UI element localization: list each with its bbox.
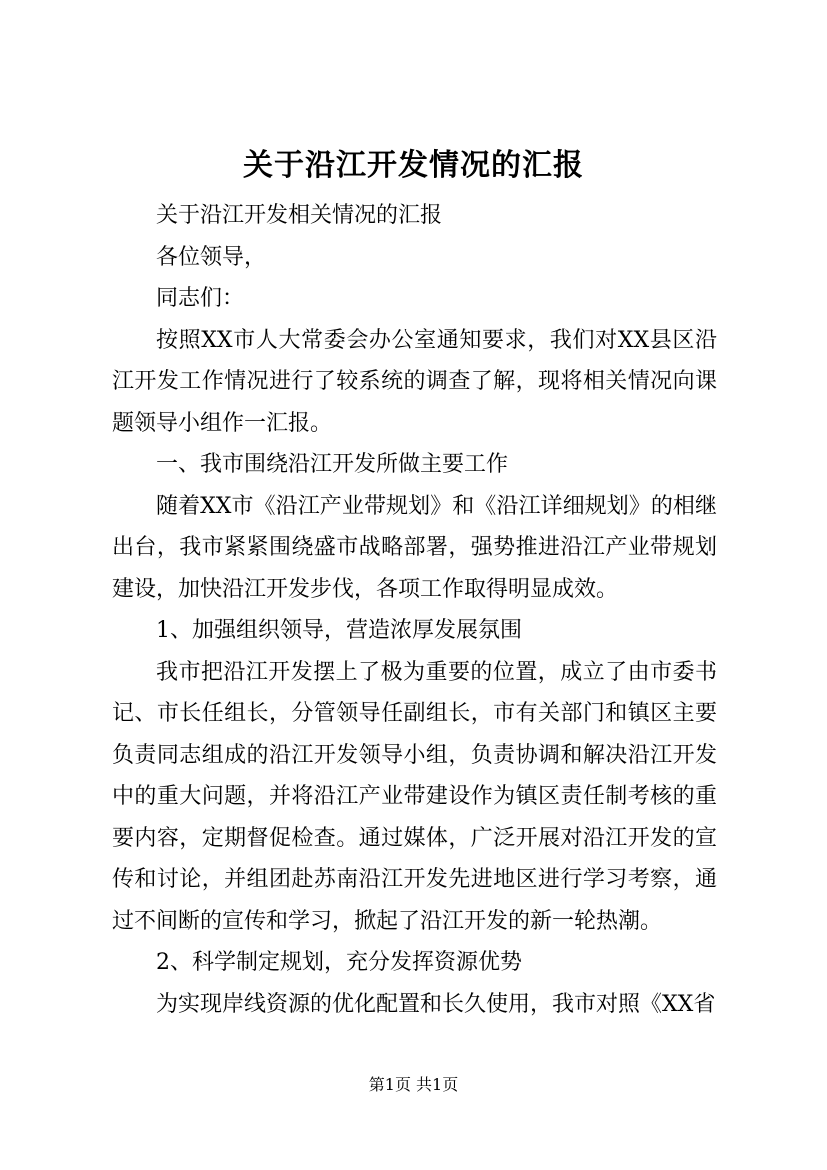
paragraph-salutation: 各位领导， — [156, 244, 267, 270]
subheading-1: 1、加强组织领导，营造浓厚发展氛围 — [156, 618, 522, 643]
paragraph-section-1: 随着XX市《沿江产业带规划》和《沿江详细规划》的相继出台，我市紧紧围绕盛市战略部署，强势推进沿江产业带规划建设，加快沿江开发步伐，各项工作取得明显成效。 — [112, 493, 717, 602]
document-body — [112, 195, 717, 1025]
paragraph-salutation-2: 同志们： — [156, 286, 245, 311]
subheading-2: 2、科学制定规划，充分发挥资源优势 — [156, 950, 522, 975]
paragraph-subtitle: 关于沿江开发相关情况的汇报 — [156, 203, 443, 228]
page-number-footer: 第1页 共1页 — [368, 1075, 459, 1094]
document-title: 关于沿江开发情况的汇报 — [243, 148, 584, 183]
paragraph-intro: 按照XX市人大常委会办公室通知要求，我们对XX县区沿江开发工作情况进行了较系统的调查了解，现将相关情况向课题领导小组作一汇报。 — [112, 327, 717, 436]
paragraph-subsection-2: 为实现岸线资源的优化配置和长久使用，我市对照《XX省 — [156, 991, 716, 1017]
section-heading-1: 一、我市围绕沿江开发所做主要工作 — [156, 452, 509, 477]
paragraph-subsection-1: 我市把沿江开发摆上了极为重要的位置，成立了由市委书记、市长任组长，分管领导任副组长，市有关部门和镇区主要负责同志组成的沿江开发领导小组，负责协调和解决沿江开发中的重大问题，并将沿江产业带建设作为镇区责任制考核的重要内容，定期督促检查。通过媒体，广泛开展对沿江开发的宣传和讨论，并组团赴苏南沿江开发先进地区进行学习考察，通过不间断的宣传和学习，掀起了沿江开发的新一轮热潮。 — [112, 659, 717, 934]
